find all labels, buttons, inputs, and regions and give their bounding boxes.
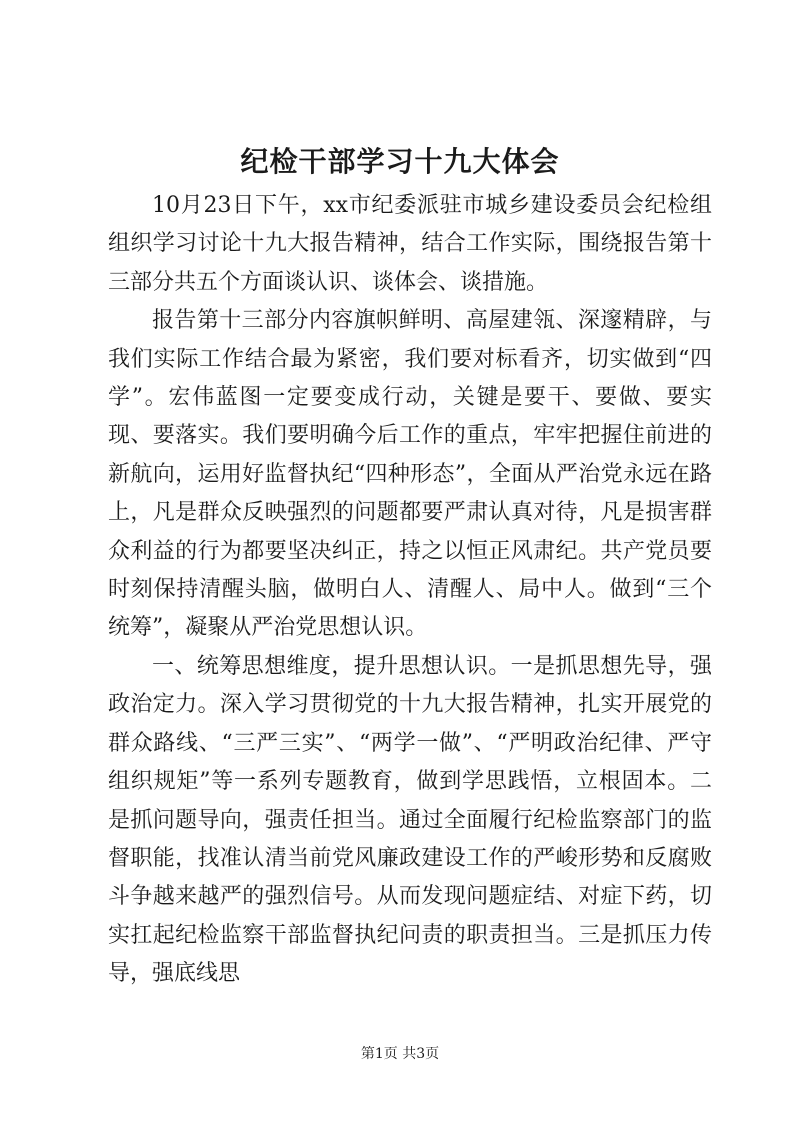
paragraph-3: 一、统筹思想维度，提升思想认识。一是抓思想先导，强政治定力。深入学习贯彻党的十九大报告精神，扎实开展党的群众路线、“三严三实”、“两学一做”、“严明政治纪律、严守组织规矩”等一系列专题教育，做到学思践悟，立根固本。二是抓问题导向，强责任担当。通过全面履行纪检监察部门的监督职能，找准认清当前党风廉政建设工作的严峻形势和反腐败斗争越来越严的强烈信号。从而发现问题症结、对症下药，切实扛起纪检监察干部监督执纪问责的职责担当。三是抓压力传导，强底线思	[108, 653, 712, 987]
document-title: 纪检干部学习十九大体会	[240, 145, 560, 178]
paragraph-2: 报告第十三部分内容旗帜鲜明、高屋建瓴、深邃精辟，与我们实际工作结合最为紧密，我们要对标看齐，切实做到“四学”。宏伟蓝图一定要变成行动，关键是要干、要做、要实现、要落实。我们要明确今后工作的重点，牢牢把握住前进的新航向，运用好监督执纪“四种形态”，全面从严治党永远在路上，凡是群众反映强烈的问题都要严肃认真对待，凡是损害群众利益的行为都要坚决纠正，持之以恒正风肃纪。共产党员要时刻保持清醒头脑，做明白人、清醒人、局中人。做到“三个统筹”，凝聚从严治党思想认识。	[108, 308, 712, 641]
page-footer: 第1页 共3页	[360, 1046, 440, 1062]
paragraph-1: 10月23日下午，xx市纪委派驻市城乡建设委员会纪检组组织学习讨论十九大报告精神，结合工作实际，围绕报告第十三部分共五个方面谈认识、谈体会、谈措施。	[108, 193, 712, 295]
document-body	[108, 187, 712, 994]
